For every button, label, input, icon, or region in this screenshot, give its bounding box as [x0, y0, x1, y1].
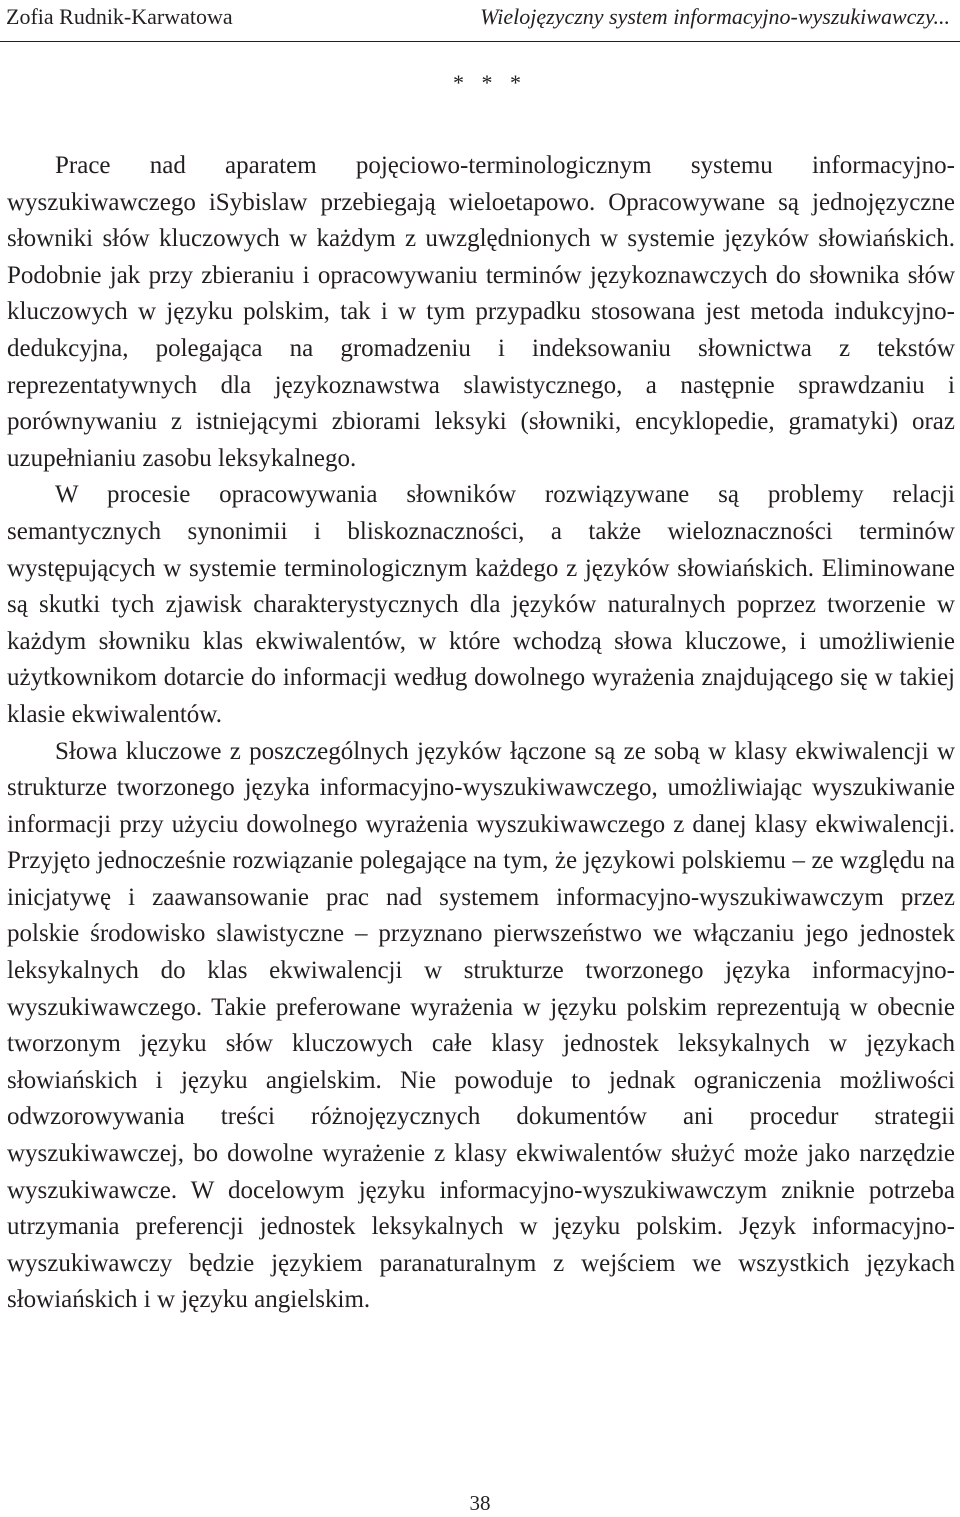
body-text [7, 148, 955, 1319]
paragraph: Prace nad aparatem pojęciowo-terminologicznym systemu informacyjno-wyszukiwawczego iSybislaw przebiegają wieloetapowo. Opracowywane są jednojęzyczne słowniki słów kluczowych w każdym z uwzględnionych w systemie języków słowiańskich. Podobnie jak przy zbieraniu i opracowywaniu terminów językoznawczych do słownika słów kluczowych w języku polskim, tak i w tym przypadku stosowana jest metoda indukcyjno-dedukcyjna, polegająca na gromadzeniu i indeksowaniu słownictwa z tekstów reprezentatywnych dla językoznawstwa slawistycznego, a następnie sprawdzaniu i porównywaniu z istniejącymi zbiorami leksyki (słowniki, encyklopedie, gramatyki) oraz uzupełnianiu zasobu leksykalnego. [7, 152, 955, 472]
running-header [6, 2, 950, 32]
header-title: Wielojęzyczny system informacyjno-wyszukiwawczy... [480, 4, 950, 29]
paragraph: Słowa kluczowe z poszczególnych języków łączone są ze sobą w klasy ekwiwalencji w strukturze tworzonego języka informacyjno-wyszukiwawczego, umożliwiając wyszukiwanie informacji przy użyciu dowolnego wyrażenia wyszukiwawczego z danej klasy ekwiwalencji. Przyjęto jednocześnie rozwiązanie polegające na tym, że językowi polskiemu – ze względu na inicjatywę i zaawansowanie prac nad systemem informacyjno-wyszukiwawczym przez polskie środowisko slawistyczne – przyznano pierwszeństwo we włączaniu jego jednostek leksykalnych do klas ekwiwalencji w strukturze tworzonego języka informacyjno-wyszukiwawczego. Takie preferowane wyrażenia w języku polskim reprezentują w obecnie tworzonym języku słów kluczowych całe klasy jednostek leksykalnych w językach słowiańskich i języku angielskim. Nie powoduje to jednak ograniczenia możliwości odwzorowywania treści różnojęzycznych dokumentów ani procedur strategii wyszukiwawczej, bo dowolne wyrażenie z klasy ekwiwalentów służyć może jako narzędzie wyszukiwawcze. W docelowym języku informacyjno-wyszukiwawczym zniknie potrzeba utrzymania preferencji jednostek leksykalnych w języku polskim. Język informacyjno-wyszukiwawczy będzie językiem paranaturalnym z wejściem we wszystkich językach słowiańskich i w języku angielskim. [7, 737, 955, 1314]
section-separator: * * * [453, 70, 527, 95]
paragraph: W procesie opracowywania słowników rozwiązywane są problemy relacji semantycznych synonimii i bliskoznaczności, a także wieloznaczności terminów występujących w systemie terminologicznym każdego z języków słowiańskich. Eliminowane są skutki tych zjawisk charakterystycznych dla języków naturalnych poprzez tworzenie w każdym słowniku klas ekwiwalentów, w które wchodzą słowa kluczowe, i umożliwienie użytkownikom dotarcie do informacji według dowolnego wyrażenia znajdującego się w takiej klasie ekwiwalentów. [7, 481, 955, 728]
header-divider [0, 41, 960, 42]
page-number: 38 [469, 1491, 491, 1515]
header-author: Zofia Rudnik-Karwatowa [6, 4, 233, 29]
